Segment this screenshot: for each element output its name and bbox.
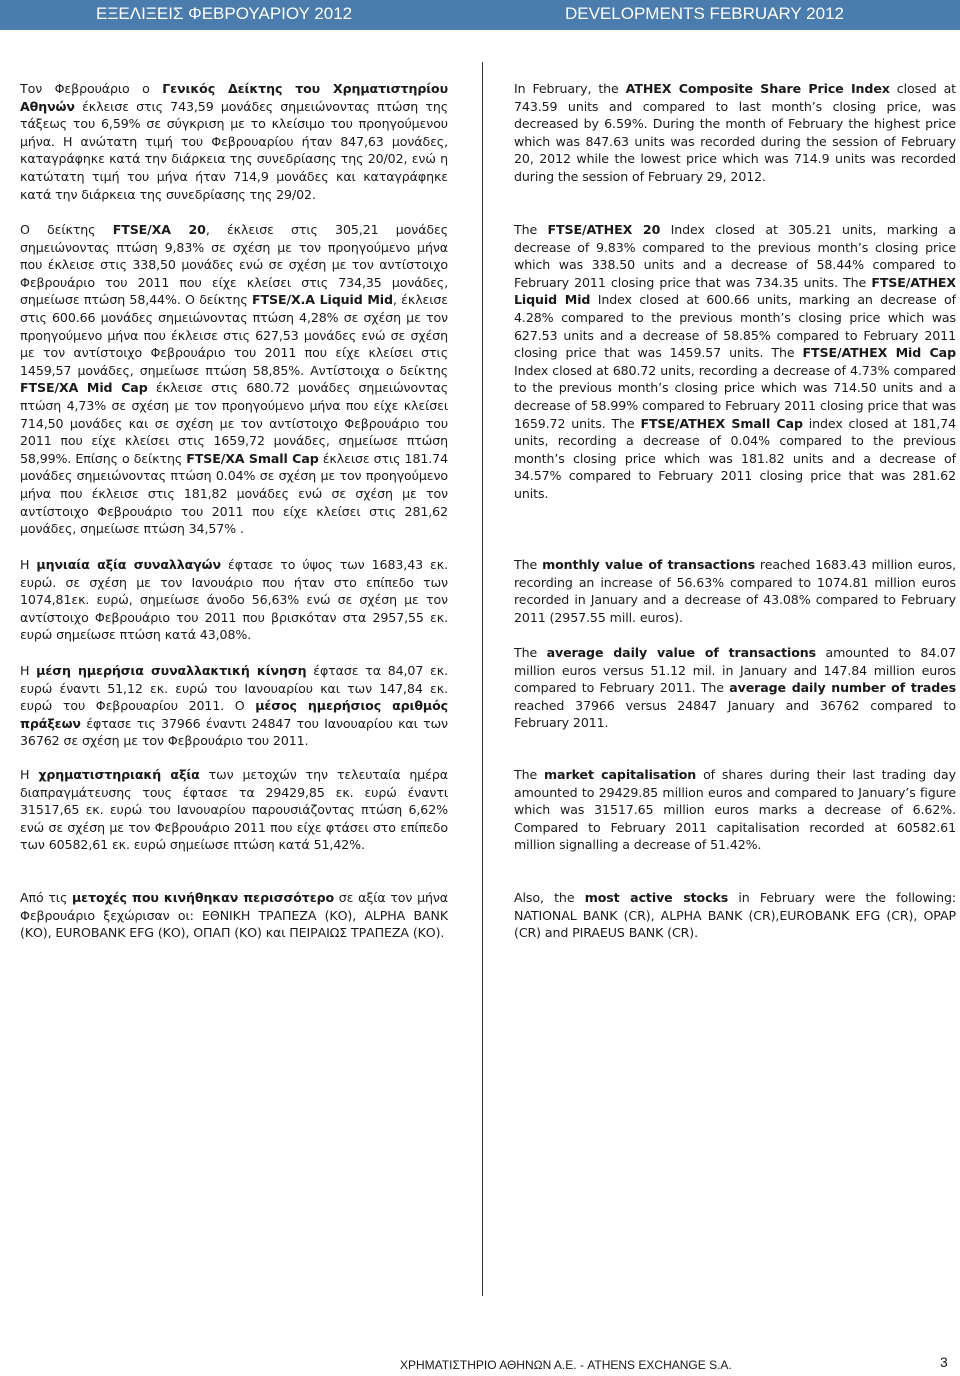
greek-para-market-cap: Η χρηματιστηριακή αξία των μετοχών την τελευταία ημέρα διαπραγμάτευσης τους έφτασε τα 29429,85 εκ. ευρώ έναντι 31517,65 εκ. ευρώ του Ιανουαρίου παρουσιάζοντας πτώση 6,62% ενώ σε σχέση με τον Φεβρουάριο 2011 που είχε φτάσει στο επίπεδο των 60582,61 εκ. ευρώ σημείωσε πτώση κατά 51,42%.: [20, 767, 448, 853]
page-number: 3: [940, 1354, 948, 1370]
greek-para-monthly-value: Η μηνιαία αξία συναλλαγών έφτασε το ύψος των 1683,43 εκ. ευρώ. σε σχέση με τον Ιανουάριο που ήταν στο επίπεδο των 1074,81εκ. ευρώ, σημείωσε άνοδο 56,63% ενώ σε σχέση με τον αντίστοιχο Φεβρουάριο του 2011 που βρισκόταν στα 2957,55 εκ. ευρώ σημείωσε πτώση κατά 43,08%.: [20, 557, 448, 643]
greek-para-general-index: Τον Φεβρουάριο ο Γενικός Δείκτης του Χρηματιστηρίου Αθηνών έκλεισε στις 743,59 μονάδες σημειώνοντας πτώση της τάξεως του 6,59% σε σύγκριση με το κλείσιμο του προηγούμενου μήνα. Η ανώτατη τιμή του Φεβρουαρίου ήταν 847,63 μονάδες, καταγράφηκε κατά την διάρκεια της συνεδρίασης της 20/02, ενώ η κατώτατη τιμή του μήνα ήταν 714,9 μονάδες και καταγράφηκε κατά την διάρκεια της συνεδρίασης της 29/02.: [20, 81, 448, 202]
english-para-monthly-value: The monthly value of transactions reached 1683.43 million euros, recording an increase of 56.63% compared to 1074.81 million euros recorded in January and a decrease of 43.08% compared to February 2011 (2957.55 mill. euros).: [514, 557, 957, 625]
english-para-indices: The FTSE/ATHEX 20 Index closed at 305.21 units, marking a decrease of 9.83% compared to the previous month’s closing price which was 338.50 units and a decrease of 58.44% compared to February 2011 closing price that was 734.35 units. The FTSE/ATHEX Liquid Mid Index closed at 600.66 units, marking an decrease of 4.28% compared to the previous month’s closing price which was 627.53 units and a decrease of 58.85% compared to February 2011 closing price that was 1459.57 units. The FTSE/ATHEX Mid Cap Index closed at 680.72 units, recording a decrease of 4.73% compared to the previous month’s closing price which was 714.50 units and a decrease of 58.99% compared to February 2011 closing price that was 1659.72 units. The FTSE/ATHEX Small Cap index closed at 181,74 units, recording a decrease of 0.04% compared to the previous month’s closing price which was 181.82 units and a decrease of 34.57% compared to February 2011 closing price that was 281.62 units.: [514, 222, 957, 501]
greek-para-active-stocks: Από τις μετοχές που κινήθηκαν περισσότερο σε αξία τον μήνα Φεβρουάριο ξεχώρισαν οι: ΕΘΝΙΚΗ ΤΡΑΠΕΖΑ (ΚΟ), ALPHA BANK (ΚΟ), EUROBANK EFG (ΚΟ), ΟΠΑΠ (ΚΟ) και ΠΕΙΡΑΙΩΣ ΤΡΑΠΕΖΑ (ΚΟ).: [20, 890, 449, 941]
footer-company-name: ΧΡΗΜΑΤΙΣΤΗΡΙΟ ΑΘΗΝΩΝ Α.Ε. - ATHENS EXCHANGE S.A.: [400, 1358, 732, 1372]
column-divider: [482, 62, 483, 1296]
header-title-greek: ΕΞΕΛΙΞΕΙΣ ΦΕΒΡΟΥΑΡΙΟΥ 2012: [96, 4, 353, 23]
page-header-band: [0, 0, 960, 30]
english-para-daily-activity: The average daily value of transactions amounted to 84.07 million euros versus 51.12 mil. in January and 147.84 million euros compared to February 2011. The average daily number of trades reached 37966 versus 24847 January and 36762 compared to February 2011.: [514, 645, 956, 731]
english-para-general-index: In February, the ATHEX Composite Share Price Index closed at 743.59 units and compared to last month’s closing price, was decreased by 6.59%. During the month of February the highest price which was 847.63 units was recorded during the session of February 20, 2012 while the lowest price which was 714.9 units was recorded during the session of February 29, 2012.: [514, 81, 957, 184]
english-para-active-stocks: Also, the most active stocks in February were the following: NATIONAL BANK (CR), ALPHA BANK (CR),EUROBANK EFG (CR), OPAP (CR) and PIRAEUS BANK (CR).: [514, 890, 956, 941]
greek-para-daily-activity: Η μέση ημερήσια συναλλακτική κίνηση έφτασε τα 84,07 εκ. ευρώ έναντι 51,12 εκ. ευρώ του Ιανουαρίου και των 147,84 εκ. ευρώ του Φεβρουαρίου 2011. Ο μέσος ημερήσιος αριθμός πράξεων έφτασε τις 37966 έναντι 24847 του Ιανουαρίου και των 36762 σε σχέση με τον Φεβρουάριο του 2011.: [20, 663, 448, 749]
greek-para-indices: Ο δείκτης FTSE/ΧΑ 20, έκλεισε στις 305,21 μονάδες σημειώνοντας πτώση 9,83% σε σχέση με τον προηγούμενο μήνα που έκλεισε στις 338,50 μονάδες ενώ σε σχέση με τον αντίστοιχο Φεβρουάριο του 2011 που είχε κλείσει στις 734,35 μονάδες, σημείωσε πτώση 58,44%. Ο δείκτης FTSE/X.A Liquid Mid, έκλεισε στις 600.66 μονάδες σημειώνοντας πτώση 4,28% σε σχέση με τον προηγούμενο μήνα που έκλεισε στις 627,53 μονάδες ενώ σε σχέση με τον αντίστοιχο Φεβρουάριο του 2011 που είχε κλείσει στις 1459,57 μονάδες, σημείωσε πτώση 58,85%. Αντίστοιχα ο δείκτης FTSE/XA Mid Cap έκλεισε στις 680.72 μονάδες σημειώνοντας πτώση 4,73% σε σχέση με τον προηγούμενο μήνα που είχε κλείσει 714,50 μονάδες και σε σχέση με τον αντίστοιχο Φεβρουάριο του 2011 που είχε κλείσει στις 1659,72 μονάδες, σημείωσε πτώση 58,99%. Επίσης ο δείκτης FTSE/XA Small Cap έκλεισε στις 181.74 μονάδες σημειώνοντας πτώση 0.04% σε σχέση με τον προηγούμενο μήνα που έκλεισε στις 181,82 μονάδες ενώ σε σχέση με τον αντίστοιχο Φεβρουάριο του 2011 που είχε κλείσει στις 281,62 μονάδες, σημείωσε πτώση 34,57% .: [20, 222, 449, 537]
english-para-market-cap: The market capitalisation of shares during their last trading day amounted to 29429.85 million euros and compared to January’s figure which was 31517.65 million euros marks a decrease of 6.62%. Compared to February 2011 capitalisation recorded at 60582.61 million signalling a decrease of 51.42%.: [514, 767, 956, 853]
header-title-english: DEVELOPMENTS FEBRUARY 2012: [564, 4, 844, 23]
